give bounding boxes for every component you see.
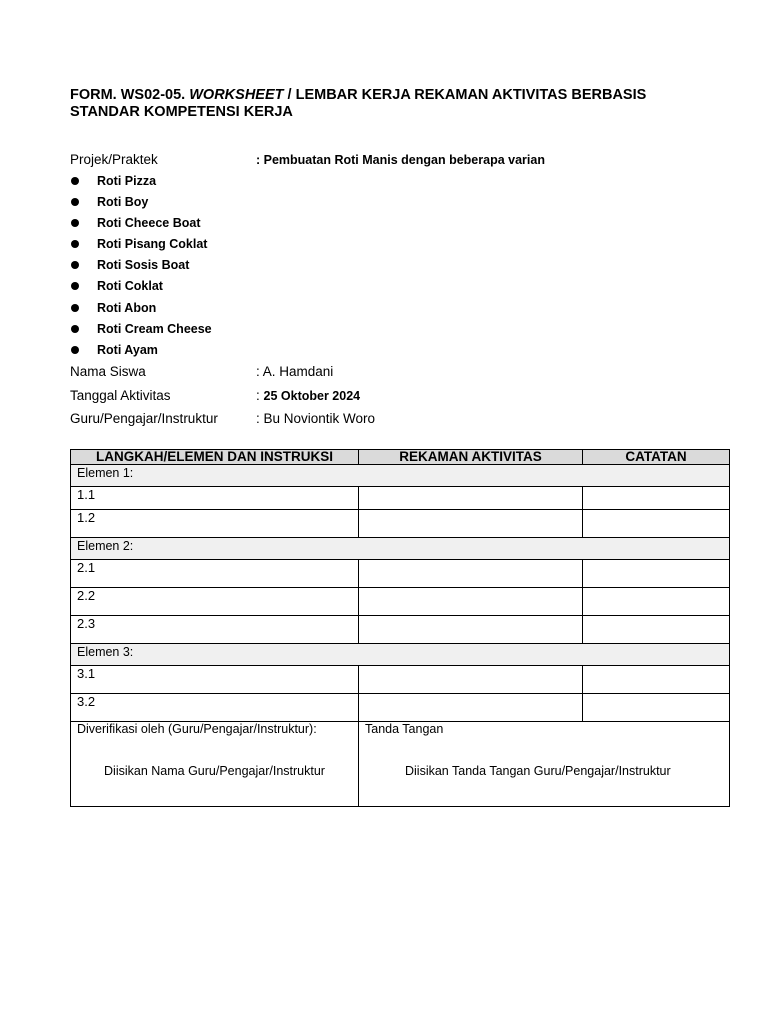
- step-number: 2.2: [71, 588, 359, 616]
- col-header-notes: CATATAN: [583, 450, 730, 465]
- project-label: Projek/Praktek: [70, 152, 158, 167]
- bullet-icon: [71, 198, 79, 206]
- record-cell[interactable]: [359, 560, 583, 588]
- notes-cell[interactable]: [583, 510, 730, 538]
- signature-placeholder: Diisikan Tanda Tangan Guru/Pengajar/Instruktur: [405, 764, 671, 778]
- record-cell[interactable]: [359, 694, 583, 722]
- date-colon: :: [256, 388, 264, 403]
- table-row: [71, 510, 730, 538]
- verification-row: [71, 722, 730, 807]
- project-value: : Pembuatan Roti Manis dengan beberapa varian: [256, 153, 545, 167]
- element-label: Elemen 3:: [71, 644, 730, 666]
- notes-cell[interactable]: [583, 487, 730, 510]
- form-title: [70, 87, 710, 121]
- activity-table: [70, 449, 730, 807]
- col-header-steps: LANGKAH/ELEMEN DAN INSTRUKSI: [71, 450, 359, 465]
- verifier-label: Diverifikasi oleh (Guru/Pengajar/Instruktur):: [77, 722, 317, 736]
- notes-cell[interactable]: [583, 588, 730, 616]
- bullet-icon: [71, 177, 79, 185]
- record-cell[interactable]: [359, 588, 583, 616]
- table-row: [71, 666, 730, 694]
- step-number: 3.1: [71, 666, 359, 694]
- step-number: 2.1: [71, 560, 359, 588]
- step-number: 1.2: [71, 510, 359, 538]
- date-label: Tanggal Aktivitas: [70, 388, 171, 403]
- record-cell[interactable]: [359, 666, 583, 694]
- record-cell[interactable]: [359, 616, 583, 644]
- teacher-value: : Bu Noviontik Woro: [256, 411, 376, 426]
- table-row: [71, 487, 730, 510]
- teacher-label: Guru/Pengajar/Instruktur: [70, 411, 218, 426]
- verifier-placeholder: Diisikan Nama Guru/Pengajar/Instruktur: [104, 764, 325, 778]
- signature-cell[interactable]: [359, 722, 730, 807]
- verifier-cell[interactable]: [71, 722, 359, 807]
- record-cell[interactable]: [359, 487, 583, 510]
- table-row: [71, 616, 730, 644]
- element-row: [71, 644, 730, 666]
- form-title-rest: / LEMBAR KERJA REKAMAN AKTIVITAS BERBASIS: [283, 87, 647, 103]
- worksheet-page: FORM. WS02-05. WORKSHEET / LEMBAR KERJA REKAMAN AKTIVITAS BERBASIS STANDAR KOMPETENSI KERJA Projek/Praktek : Pembuatan Roti Manis dengan beberapa varian Roti Pizza Roti Boy Roti Cheece Boat Roti Pisang Coklat Roti Sosis Boat Roti Coklat Roti Abon Roti Cream Cheese Roti Ayam Nama Siswa : A. Hamdani Tanggal Aktivitas : 25 Oktober 2024 Guru/Pengajar/Instruktur : Bu Noviontik Woro LANGKAH/ELEMEN DAN INSTRUKSI REKAMAN AKTIVITAS CATATAN Elemen 1: 1.1 1.2 Elemen 2: 2.1 2.2 2.3 Elemen 3: 3.1 3.2 Diverifikasi oleh (Guru/Pengajar/Instruktur): Diisikan Nama Guru/Pengajar/Instruktur Tanda Tangan Diisikan Tanda Tangan Guru/Pengajar/Instruktur: [0, 0, 768, 1024]
- table-row: [71, 588, 730, 616]
- element-label: Elemen 1:: [71, 465, 730, 487]
- bullet-icon: [71, 261, 79, 269]
- element-label: Elemen 2:: [71, 538, 730, 560]
- step-number: 1.1: [71, 487, 359, 510]
- record-cell[interactable]: [359, 510, 583, 538]
- date-value: 25 Oktober 2024: [263, 389, 361, 403]
- form-title-italic: WORKSHEET: [189, 87, 284, 103]
- form-code: FORM. WS02-05.: [70, 87, 190, 103]
- table-header-row: [71, 450, 730, 465]
- student-label: Nama Siswa: [70, 364, 146, 379]
- table-row: [71, 560, 730, 588]
- bullet-icon: [71, 282, 79, 290]
- signature-label: Tanda Tangan: [365, 722, 444, 736]
- bullet-icon: [71, 346, 79, 354]
- notes-cell[interactable]: [583, 694, 730, 722]
- element-row: [71, 465, 730, 487]
- bullet-icon: [71, 304, 79, 312]
- step-number: 3.2: [71, 694, 359, 722]
- bullet-icon: [71, 325, 79, 333]
- element-row: [71, 538, 730, 560]
- table-row: [71, 694, 730, 722]
- bullet-icon: [71, 240, 79, 248]
- student-value: : A. Hamdani: [256, 364, 334, 379]
- col-header-record: REKAMAN AKTIVITAS: [359, 450, 583, 465]
- notes-cell[interactable]: [583, 616, 730, 644]
- notes-cell[interactable]: [583, 560, 730, 588]
- step-number: 2.3: [71, 616, 359, 644]
- form-title-line2: STANDAR KOMPETENSI KERJA: [70, 104, 293, 120]
- bullet-icon: [71, 219, 79, 227]
- notes-cell[interactable]: [583, 666, 730, 694]
